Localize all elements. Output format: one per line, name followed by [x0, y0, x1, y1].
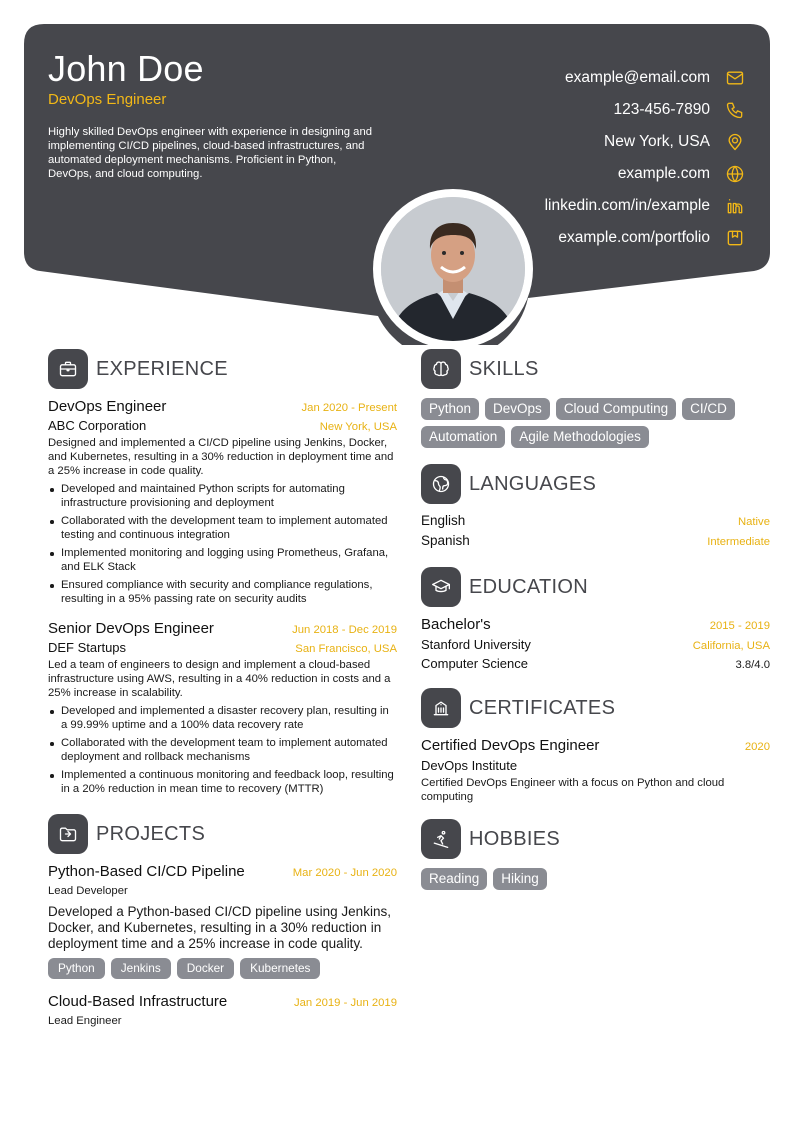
- job-dates: Jun 2018 - Dec 2019: [292, 624, 397, 636]
- skills-title: SKILLS: [469, 357, 539, 380]
- bullet-item: Implemented monitoring and logging using Prometheus, Grafana, and ELK Stack: [48, 546, 397, 574]
- project-item: [48, 863, 397, 985]
- project-description: Developed a Python-based CI/CD pipeline using Jenkins, Docker, and Kubernetes, resulting in a 30% reduction in deployment time and a 25% increase in code quality.: [48, 904, 391, 951]
- job-bullets: [48, 482, 397, 606]
- bullet-item: Ensured compliance with security and compliance regulations, resulting in a 95% passing rate on security audits: [48, 578, 397, 606]
- project-role: Lead Engineer: [48, 1015, 122, 1027]
- languages-title: LANGUAGES: [469, 472, 597, 495]
- contact-location: [426, 126, 746, 158]
- contact-phone-text[interactable]: 123-456-7890: [613, 101, 710, 118]
- skill-tag: Cloud Computing: [556, 398, 676, 420]
- bullet-item: Collaborated with the development team to implement automated testing and continuous integration: [48, 514, 397, 542]
- project-title: Python-Based CI/CD Pipeline: [48, 863, 245, 880]
- graduation-cap-icon: [421, 567, 461, 607]
- language-level: Native: [737, 516, 770, 528]
- projects-title: PROJECTS: [96, 822, 206, 845]
- job-location: New York, USA: [319, 421, 397, 433]
- project-tags: [48, 958, 397, 985]
- education-header: [421, 567, 770, 607]
- language-row: [421, 513, 770, 533]
- certificate-item: [421, 737, 770, 804]
- experience-header: [48, 349, 397, 389]
- certificate-issuer: DevOps Institute: [421, 758, 518, 773]
- email-icon: [724, 67, 746, 89]
- company-name: DEF Startups: [48, 640, 127, 655]
- language-name: Spanish: [421, 533, 470, 548]
- hobbies-header: [421, 819, 770, 859]
- linkedin-icon: [724, 195, 746, 217]
- left-column: [48, 349, 397, 1028]
- profile-summary: Highly skilled DevOps engineer with experience in designing and implementing CI/CD pipelines, cloud-based infrastructures, and automated deployment mechanisms. Proficient in Python, DevOps, and cloud computing.: [48, 126, 373, 180]
- job-dates: Jan 2020 - Present: [301, 402, 397, 414]
- education-title: EDUCATION: [469, 575, 588, 598]
- contact-email-text[interactable]: example@email.com: [565, 69, 710, 86]
- globe-icon: [724, 163, 746, 185]
- tag: Docker: [177, 958, 234, 979]
- contact-website-text[interactable]: example.com: [617, 165, 710, 182]
- job-summary: Designed and implemented a CI/CD pipeline using Jenkins, Docker, and Kubernetes, resulting in a 30% reduction in deployment time and a 25% increase in code quality.: [48, 437, 394, 477]
- school-name: Stanford University: [421, 637, 531, 652]
- hobby-tag: Hiking: [493, 868, 547, 890]
- experience-title: EXPERIENCE: [96, 357, 228, 380]
- building-icon: [421, 688, 461, 728]
- bullet-item: Collaborated with the development team to implement automated deployment and rollback mechanisms: [48, 736, 397, 764]
- certificates-title: CERTIFICATES: [469, 696, 616, 719]
- contact-portfolio-text[interactable]: example.com/portfolio: [558, 229, 710, 246]
- location-pin-icon: [724, 131, 746, 153]
- certificate-description: Certified DevOps Engineer with a focus on Python and cloud computing: [421, 777, 725, 803]
- school-location: California, USA: [692, 640, 770, 652]
- certificates-header: [421, 688, 770, 728]
- bullet-item: Developed and implemented a disaster recovery plan, resulting in a 99.99% uptime and a 100% data recovery rate: [48, 704, 397, 732]
- briefcase-icon: [48, 349, 88, 389]
- bullet-item: Implemented a continuous monitoring and feedback loop, resulting in a 20% reduction in mean time to recovery (MTTR): [48, 768, 397, 796]
- project-title: Cloud-Based Infrastructure: [48, 993, 228, 1010]
- skills-header: [421, 349, 770, 389]
- projects-header: [48, 814, 397, 854]
- experience-item: [48, 620, 397, 796]
- languages-header: [421, 464, 770, 504]
- tag: Kubernetes: [240, 958, 320, 979]
- project-dates: Jan 2019 - Jun 2019: [293, 997, 397, 1009]
- right-column: [421, 349, 770, 896]
- experience-item: [48, 398, 397, 606]
- contact-email[interactable]: [426, 62, 746, 94]
- tag: Jenkins: [111, 958, 171, 979]
- gpa: 3.8/4.0: [735, 659, 770, 671]
- skill-tag: Python: [421, 398, 479, 420]
- hobbies-title: HOBBIES: [469, 827, 561, 850]
- skill-tag: Automation: [421, 426, 505, 448]
- skill-tag: DevOps: [485, 398, 550, 420]
- folder-icon: [48, 814, 88, 854]
- skills-tags: [421, 398, 770, 454]
- job-title: DevOps Engineer: [48, 398, 167, 415]
- hobby-tag: Reading: [421, 868, 487, 890]
- hobby-tags: [421, 868, 770, 896]
- globe-icon: [421, 464, 461, 504]
- job-role: DevOps Engineer: [48, 91, 167, 108]
- education-item: [421, 616, 770, 671]
- job-summary: Led a team of engineers to design and implement a cloud-based infrastructure using AWS, resulting in a 40% reduction in costs and a 25% increase in scalability.: [48, 659, 391, 699]
- certificate-year: 2020: [744, 741, 770, 753]
- bookmark-icon: [724, 227, 746, 249]
- field-of-study: Computer Science: [421, 656, 528, 671]
- skill-tag: Agile Methodologies: [511, 426, 649, 448]
- language-level: Intermediate: [707, 536, 770, 548]
- project-item: [48, 993, 397, 1028]
- phone-icon: [724, 99, 746, 121]
- job-title: Senior DevOps Engineer: [48, 620, 214, 637]
- language-list: [421, 513, 770, 553]
- language-row: [421, 533, 770, 553]
- brain-icon: [421, 349, 461, 389]
- project-dates: Mar 2020 - Jun 2020: [292, 867, 397, 879]
- project-role: Lead Developer: [48, 885, 128, 897]
- degree: Bachelor's: [421, 616, 491, 633]
- tag: Python: [48, 958, 105, 979]
- certificate-name: Certified DevOps Engineer: [421, 737, 600, 754]
- contact-website[interactable]: [426, 158, 746, 190]
- job-location: San Francisco, USA: [295, 643, 397, 655]
- contact-phone[interactable]: [426, 94, 746, 126]
- company-name: ABC Corporation: [48, 418, 147, 433]
- bullet-item: Developed and maintained Python scripts for automating infrastructure provisioning and deployment: [48, 482, 397, 510]
- contact-location-text: New York, USA: [604, 133, 710, 150]
- education-dates: 2015 - 2019: [709, 620, 770, 632]
- profile-photo: [381, 197, 525, 341]
- job-bullets: [48, 704, 397, 796]
- skiing-icon: [421, 819, 461, 859]
- person-name: John Doe: [48, 48, 204, 89]
- language-name: English: [421, 513, 466, 528]
- contact-linkedin-text[interactable]: linkedin.com/in/example: [544, 197, 710, 214]
- skill-tag: CI/CD: [682, 398, 735, 420]
